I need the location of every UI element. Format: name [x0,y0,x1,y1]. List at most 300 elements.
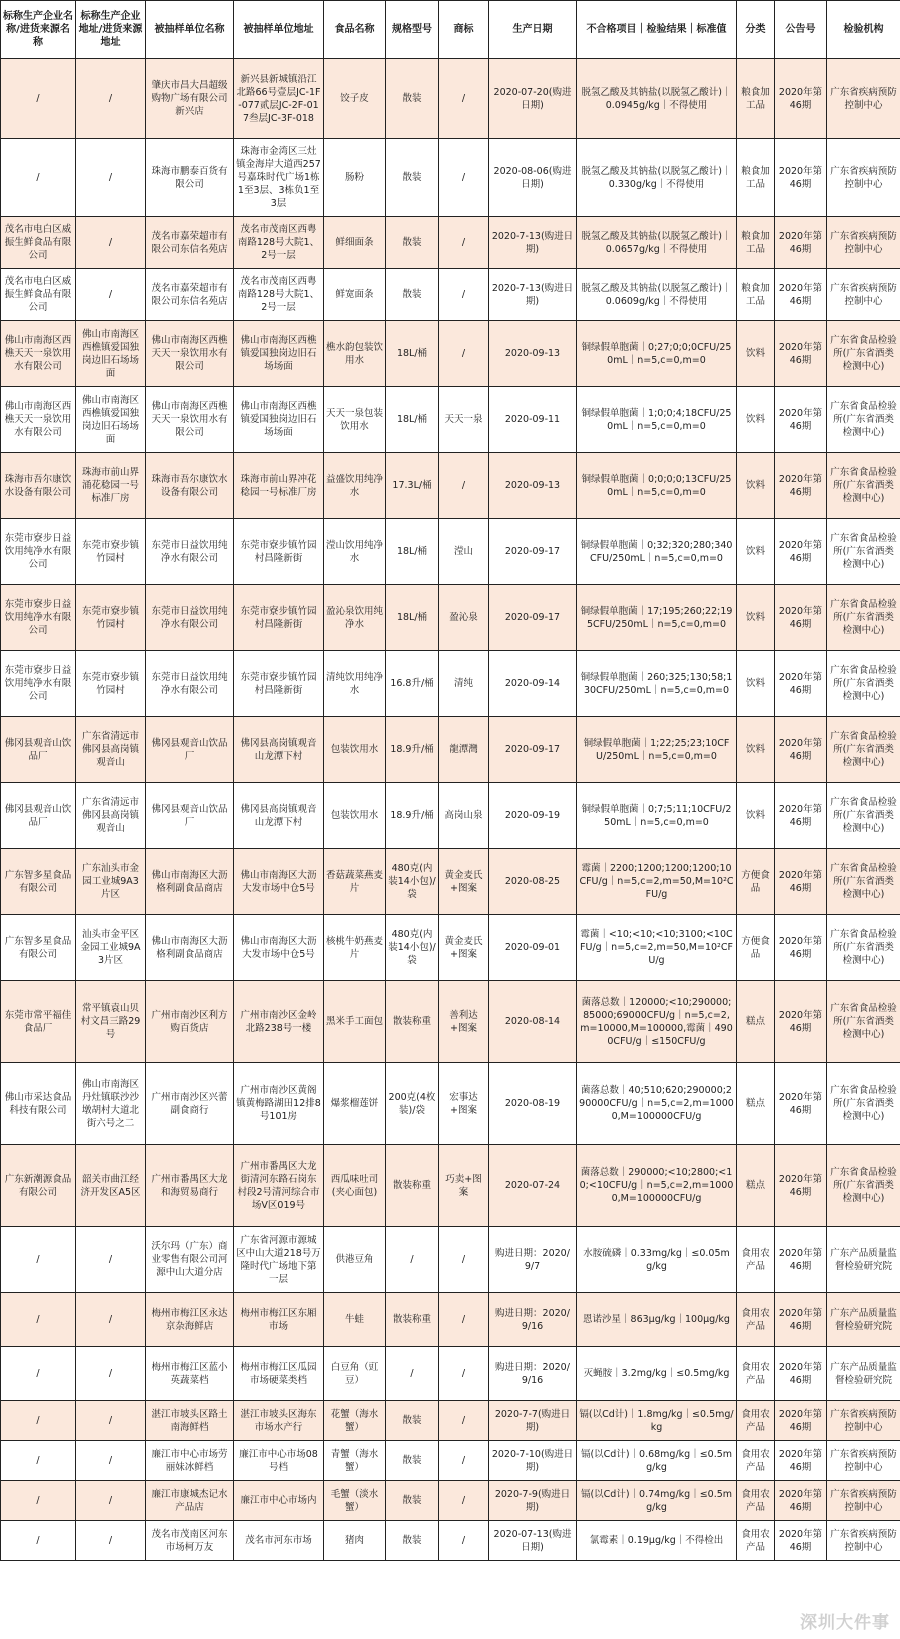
cell-brand: / [439,321,489,387]
cell-date: 2020-09-14 [489,651,577,717]
cell-sampled-unit: 茂名市嘉荣超市有限公司东信名苑店 [146,217,234,269]
cell-failed-item: 脱氢乙酸及其钠盐(以脱氢乙酸计)｜0.0609g/kg｜不得使用 [577,269,737,321]
cell-producer: 广东新潮源食品有限公司 [1,1145,76,1227]
cell-brand: / [439,453,489,519]
cell-producer: 茂名市电白区威振生鲜食品有限公司 [1,269,76,321]
header-announcement: 公告号 [775,1,827,59]
cell-producer: / [1,1293,76,1347]
cell-food-name: 猪肉 [324,1521,386,1561]
cell-institution: 广东省食品检验所(广东省酒类检测中心) [827,1063,900,1145]
cell-producer-address: / [76,1227,146,1293]
cell-sampled-unit: 广州市南沙区兴蕾副食商行 [146,1063,234,1145]
cell-date: 2020-09-13 [489,321,577,387]
cell-brand: / [439,1293,489,1347]
cell-announcement: 2020年第46期 [775,217,827,269]
cell-producer-address: 东莞市寮步镇竹园村 [76,519,146,585]
cell-date: 2020-08-25 [489,849,577,915]
cell-sampled-address: 新兴县新城镇沿江北路66号壹层JC-1F-077贰层JC-2F-017叁层JC-3F-018 [234,59,324,139]
cell-announcement: 2020年第46期 [775,387,827,453]
cell-institution: 广东省食品检验所(广东省酒类检测中心) [827,651,900,717]
cell-spec: 18L/桶 [386,585,439,651]
cell-brand: 天天一泉 [439,387,489,453]
table-row [1,59,900,139]
cell-spec: 480克(内装14小包)/袋 [386,915,439,981]
header-spec: 规格型号 [386,1,439,59]
cell-food-name: 白豆角（豇豆） [324,1347,386,1401]
cell-spec: 18L/桶 [386,519,439,585]
cell-brand: / [439,217,489,269]
cell-spec: 散装 [386,217,439,269]
table-body [1,59,900,1561]
cell-announcement: 2020年第46期 [775,585,827,651]
cell-producer-address: / [76,217,146,269]
header-producer: 标称生产企业名称/进货来源名称 [1,1,76,59]
cell-institution: 广东省疾病预防控制中心 [827,1521,900,1561]
cell-sampled-address: 东莞市寮步镇竹园村昌隆新街 [234,519,324,585]
cell-producer: 东莞市寮步日益饮用纯净水有限公司 [1,519,76,585]
cell-sampled-address: 茂名市河东市场 [234,1521,324,1561]
header-date: 生产日期 [489,1,577,59]
cell-institution: 广东省疾病预防控制中心 [827,1401,900,1441]
cell-food-name: 西瓜味吐司(夹心面包) [324,1145,386,1227]
cell-producer-address: 佛山市南海区西樵镇爱国独岗边旧石场场面 [76,387,146,453]
cell-food-name: 花蟹（海水蟹） [324,1401,386,1441]
cell-category: 食用农产品 [737,1293,775,1347]
cell-sampled-unit: 珠海市鹏泰百货有限公司 [146,139,234,217]
cell-failed-item: 铜绿假单胞菌｜0;27;0;0;0CFU/250mL｜n=5,c=0,m=0 [577,321,737,387]
cell-sampled-unit: 茂名市嘉荣超市有限公司东信名苑店 [146,269,234,321]
cell-brand: 巧卖+图案 [439,1145,489,1227]
cell-food-name: 饺子皮 [324,59,386,139]
cell-announcement: 2020年第46期 [775,453,827,519]
cell-sampled-address: 佛山市南海区大沥大发市场中仓5号 [234,849,324,915]
cell-sampled-unit: 佛山市南海区西樵天天一泉饮用水有限公司 [146,387,234,453]
cell-spec: 散装 [386,269,439,321]
cell-category: 粮食加工品 [737,217,775,269]
header-institution: 检验机构 [827,1,900,59]
cell-announcement: 2020年第46期 [775,849,827,915]
cell-failed-item: 铜绿假单胞菌｜0;32;320;280;340CFU/250mL｜n=5,c=0,m=0 [577,519,737,585]
cell-food-name: 核桃牛奶燕麦片 [324,915,386,981]
table-row [1,453,900,519]
header-producer-address: 标称生产企业地址/进货来源地址 [76,1,146,59]
cell-producer-address: 广东省清远市佛冈县高岗镇观音山 [76,783,146,849]
cell-announcement: 2020年第46期 [775,1227,827,1293]
cell-spec: 18L/桶 [386,387,439,453]
cell-category: 食用农产品 [737,1227,775,1293]
cell-producer: / [1,1441,76,1481]
cell-date: 2020-08-06(购进日期) [489,139,577,217]
cell-category: 饮料 [737,717,775,783]
cell-sampled-address: 茂名市茂南区西粤南路128号大院1、2号一层 [234,217,324,269]
cell-failed-item: 铜绿假单胞菌｜17;195;260;22;195CFU/250mL｜n=5,c=0,m=0 [577,585,737,651]
cell-spec: 18L/桶 [386,321,439,387]
cell-announcement: 2020年第46期 [775,1441,827,1481]
cell-producer-address: 佛山市南海区丹灶镇联沙沙墩胡村大道北街六号之二 [76,1063,146,1145]
cell-category: 糕点 [737,1063,775,1145]
cell-failed-item: 脱氢乙酸及其钠盐(以脱氢乙酸计)｜0.330g/kg｜不得使用 [577,139,737,217]
header-brand: 商标 [439,1,489,59]
cell-announcement: 2020年第46期 [775,1293,827,1347]
cell-producer-address: / [76,139,146,217]
cell-institution: 广东省食品检验所(广东省酒类检测中心) [827,1145,900,1227]
cell-spec: 散装 [386,1521,439,1561]
cell-brand: 高岗山泉 [439,783,489,849]
cell-date: 2020-07-13(购进日期) [489,1521,577,1561]
table-row [1,1347,900,1401]
cell-announcement: 2020年第46期 [775,139,827,217]
cell-spec: 480克(内装14小包)/袋 [386,849,439,915]
cell-failed-item: 氯霉素｜0.19μg/kg｜不得检出 [577,1521,737,1561]
cell-food-name: 包装饮用水 [324,783,386,849]
cell-sampled-address: 佛山市南海区西樵镇爱国独岗边旧石场场面 [234,387,324,453]
cell-food-name: 爆浆榴莲饼 [324,1063,386,1145]
cell-brand: / [439,59,489,139]
cell-sampled-unit: 佛冈县观音山饮品厂 [146,783,234,849]
cell-sampled-address: 广东省河源市源城区中山大道218号万隆时代广场地下第一层 [234,1227,324,1293]
cell-spec: / [386,1347,439,1401]
cell-institution: 广东省疾病预防控制中心 [827,1481,900,1521]
cell-institution: 广东省疾病预防控制中心 [827,269,900,321]
cell-sampled-address: 广州市番禺区大龙街清河东路石岗东村段2号清河综合市场V区019号 [234,1145,324,1227]
table-row [1,387,900,453]
cell-institution: 广东省食品检验所(广东省酒类检测中心) [827,783,900,849]
cell-food-name: 包装饮用水 [324,717,386,783]
cell-institution: 广东省食品检验所(广东省酒类检测中心) [827,453,900,519]
table-row [1,1145,900,1227]
cell-sampled-address: 梅州市梅江区瓜园市场硬菜类档 [234,1347,324,1401]
cell-producer-address: / [76,1481,146,1521]
cell-brand: / [439,139,489,217]
cell-category: 粮食加工品 [737,59,775,139]
cell-producer: 东莞市常平福佳食品厂 [1,981,76,1063]
cell-failed-item: 水胺硫磷｜0.33mg/kg｜≤0.05mg/kg [577,1227,737,1293]
cell-producer-address: 东莞市寮步镇竹园村 [76,651,146,717]
cell-sampled-unit: 肇庆市昌大昌超级购物广场有限公司新兴店 [146,59,234,139]
cell-sampled-unit: 东莞市日益饮用纯净水有限公司 [146,651,234,717]
cell-producer: 佛冈县观音山饮品厂 [1,783,76,849]
cell-sampled-unit: 广州市番禺区大龙和海贸易商行 [146,1145,234,1227]
cell-date: 2020-09-19 [489,783,577,849]
cell-announcement: 2020年第46期 [775,783,827,849]
cell-announcement: 2020年第46期 [775,321,827,387]
cell-institution: 广东省疾病预防控制中心 [827,217,900,269]
cell-failed-item: 镉(以Cd计)｜0.74mg/kg｜≤0.5mg/kg [577,1481,737,1521]
cell-food-name: 毛蟹（淡水蟹） [324,1481,386,1521]
cell-producer-address: 广东汕头市金园工业城9A3片区 [76,849,146,915]
cell-producer-address: / [76,59,146,139]
cell-announcement: 2020年第46期 [775,717,827,783]
cell-category: 食用农产品 [737,1441,775,1481]
table-row [1,585,900,651]
cell-producer-address: 韶关市曲江经济开发区A5区 [76,1145,146,1227]
cell-announcement: 2020年第46期 [775,915,827,981]
cell-producer: 茂名市电白区威振生鲜食品有限公司 [1,217,76,269]
cell-announcement: 2020年第46期 [775,651,827,717]
cell-institution: 广东产品质量监督检验研究院 [827,1227,900,1293]
cell-sampled-unit: 东莞市日益饮用纯净水有限公司 [146,519,234,585]
table-row [1,1521,900,1561]
cell-producer-address: / [76,1521,146,1561]
cell-failed-item: 镉(以Cd计)｜1.8mg/kg｜≤0.5mg/kg [577,1401,737,1441]
cell-failed-item: 脱氢乙酸及其钠盐(以脱氢乙酸计)｜0.0657g/kg｜不得使用 [577,217,737,269]
cell-sampled-address: 佛冈县高岗镇观音山龙潭下村 [234,783,324,849]
cell-producer-address: / [76,1441,146,1481]
cell-institution: 广东省疾病预防控制中心 [827,139,900,217]
cell-brand: 龍潭灣 [439,717,489,783]
cell-institution: 广东产品质量监督检验研究院 [827,1347,900,1401]
table-row [1,321,900,387]
cell-brand: 黄金麦氏+图案 [439,849,489,915]
cell-category: 饮料 [737,519,775,585]
table-row [1,139,900,217]
cell-date: 购进日期：2020/9/16 [489,1293,577,1347]
cell-food-name: 供港豆角 [324,1227,386,1293]
table-header-row [1,1,900,59]
cell-producer: 广东智多星食品有限公司 [1,915,76,981]
cell-food-name: 滢山饮用纯净水 [324,519,386,585]
cell-date: 2020-09-17 [489,585,577,651]
cell-producer-address: / [76,1293,146,1347]
cell-spec: 散装称重 [386,1145,439,1227]
cell-sampled-address: 廉江市中心市场内 [234,1481,324,1521]
cell-sampled-unit: 东莞市日益饮用纯净水有限公司 [146,585,234,651]
cell-producer: / [1,1481,76,1521]
cell-failed-item: 铜绿假单胞菌｜0;0;0;0;13CFU/250mL｜n=5,c=0,m=0 [577,453,737,519]
table-row [1,519,900,585]
cell-food-name: 青蟹（海水蟹） [324,1441,386,1481]
cell-date: 2020-7-13(购进日期) [489,217,577,269]
cell-failed-item: 铜绿假单胞菌｜0;7;5;11;10CFU/250mL｜n=5,c=0,m=0 [577,783,737,849]
cell-failed-item: 霉菌｜2200;1200;1200;1200;10CFU/g｜n=5,c=2,m=50,M=10²CFU/g [577,849,737,915]
cell-sampled-address: 广州市南沙区黄阁镇黄梅路湖田12排8号101房 [234,1063,324,1145]
cell-category: 饮料 [737,783,775,849]
watermark-logo: 深圳大件事 [800,1613,890,1633]
cell-category: 饮料 [737,321,775,387]
cell-spec: 18.9升/桶 [386,783,439,849]
table-row [1,1481,900,1521]
cell-brand: / [439,1401,489,1441]
cell-spec: 18.9升/桶 [386,717,439,783]
cell-food-name: 牛蛙 [324,1293,386,1347]
cell-date: 购进日期：2020/9/7 [489,1227,577,1293]
cell-category: 糕点 [737,981,775,1063]
cell-brand: 盈沁泉 [439,585,489,651]
cell-date: 2020-09-11 [489,387,577,453]
cell-brand: 黄金麦氏+图案 [439,915,489,981]
cell-sampled-address: 佛山市南海区西樵镇爱国独岗边旧石场场面 [234,321,324,387]
table-row [1,1293,900,1347]
cell-category: 饮料 [737,585,775,651]
cell-failed-item: 灭蝇胺｜3.2mg/kg｜≤0.5mg/kg [577,1347,737,1401]
cell-announcement: 2020年第46期 [775,1347,827,1401]
cell-sampled-unit: 佛山市南海区大沥格利副食品商店 [146,915,234,981]
cell-sampled-unit: 佛山市南海区大沥格利副食品商店 [146,849,234,915]
cell-failed-item: 铜绿假单胞菌｜1;22;25;23;10CFU/250mL｜n=5,c=0,m=0 [577,717,737,783]
cell-spec: 16.8升/桶 [386,651,439,717]
cell-food-name: 肠粉 [324,139,386,217]
table-row [1,981,900,1063]
cell-food-name: 盈沁泉饮用纯净水 [324,585,386,651]
cell-sampled-unit: 珠海市吾尔康饮水设备有限公司 [146,453,234,519]
cell-producer: 佛山市南海区西樵天天一泉饮用水有限公司 [1,387,76,453]
cell-producer-address: 东莞市寮步镇竹园村 [76,585,146,651]
cell-failed-item: 铜绿假单胞菌｜260;325;130;58;130CFU/250mL｜n=5,c=0,m=0 [577,651,737,717]
cell-brand: 宏事达+图案 [439,1063,489,1145]
cell-announcement: 2020年第46期 [775,269,827,321]
cell-announcement: 2020年第46期 [775,519,827,585]
cell-brand: 清纯 [439,651,489,717]
cell-sampled-unit: 茂名市茂南区河东市场柯万友 [146,1521,234,1561]
cell-category: 饮料 [737,651,775,717]
table-row [1,783,900,849]
cell-sampled-unit: 廉江市中心市场劳丽妹冰鲜档 [146,1441,234,1481]
cell-announcement: 2020年第46期 [775,1401,827,1441]
table-row [1,1401,900,1441]
cell-producer: / [1,1347,76,1401]
cell-producer-address: / [76,269,146,321]
cell-institution: 广东省食品检验所(广东省酒类检测中心) [827,387,900,453]
cell-category: 粮食加工品 [737,139,775,217]
cell-institution: 广东省疾病预防控制中心 [827,1441,900,1481]
cell-producer: / [1,1401,76,1441]
cell-producer-address: 常平镇袁山贝村文昌三路29号 [76,981,146,1063]
cell-food-name: 清纯饮用纯净水 [324,651,386,717]
cell-food-name: 鲜宽面条 [324,269,386,321]
cell-producer-address: / [76,1347,146,1401]
cell-sampled-address: 佛冈县高岗镇观音山龙潭下村 [234,717,324,783]
cell-producer-address: 佛山市南海区西樵镇爱国独岗边旧石场场面 [76,321,146,387]
cell-category: 食用农产品 [737,1347,775,1401]
cell-sampled-unit: 梅州市梅江区蓝小英蔬菜档 [146,1347,234,1401]
cell-institution: 广东省食品检验所(广东省酒类检测中心) [827,981,900,1063]
cell-producer-address: 广东省清远市佛冈县高岗镇观音山 [76,717,146,783]
cell-failed-item: 霉菌｜<10;<10;<10;3100;<10CFU/g｜n=5,c=2,m=50,M=10²CFU/g [577,915,737,981]
header-food-name: 食品名称 [324,1,386,59]
cell-institution: 广东省食品检验所(广东省酒类检测中心) [827,915,900,981]
table-row [1,1441,900,1481]
cell-announcement: 2020年第46期 [775,1145,827,1227]
cell-brand: / [439,1481,489,1521]
cell-brand: / [439,1441,489,1481]
cell-producer: 东莞市寮步日益饮用纯净水有限公司 [1,585,76,651]
cell-food-name: 樵水韵包装饮用水 [324,321,386,387]
cell-announcement: 2020年第46期 [775,981,827,1063]
cell-date: 2020-7-13(购进日期) [489,269,577,321]
cell-institution: 广东产品质量监督检验研究院 [827,1293,900,1347]
cell-producer: 广东智多星食品有限公司 [1,849,76,915]
cell-producer: / [1,1227,76,1293]
cell-brand: / [439,1227,489,1293]
cell-brand: 滢山 [439,519,489,585]
table-row [1,269,900,321]
cell-failed-item: 菌落总数｜40;510;620;290000;290000CFU/g｜n=5,c=2,m=10000,M=100000CFU/g [577,1063,737,1145]
cell-date: 2020-09-13 [489,453,577,519]
header-failed-item: 不合格项目｜检验结果｜标准值 [577,1,737,59]
cell-producer-address: / [76,1401,146,1441]
table-row [1,1063,900,1145]
table-row [1,915,900,981]
cell-category: 方便食品 [737,849,775,915]
cell-date: 2020-07-20(购进日期) [489,59,577,139]
cell-institution: 广东省食品检验所(广东省酒类检测中心) [827,849,900,915]
cell-announcement: 2020年第46期 [775,59,827,139]
cell-spec: 散装称重 [386,981,439,1063]
cell-sampled-address: 东莞市寮步镇竹园村昌隆新街 [234,585,324,651]
cell-date: 2020-09-17 [489,519,577,585]
cell-institution: 广东省疾病预防控制中心 [827,59,900,139]
cell-sampled-unit: 梅州市梅江区永达京杂海鲜店 [146,1293,234,1347]
cell-date: 2020-08-14 [489,981,577,1063]
cell-spec: 散装 [386,1401,439,1441]
cell-spec: 散装 [386,59,439,139]
cell-producer: / [1,1521,76,1561]
cell-food-name: 天天一泉包装饮用水 [324,387,386,453]
table-row [1,717,900,783]
cell-category: 食用农产品 [737,1481,775,1521]
table-row [1,1227,900,1293]
cell-date: 2020-07-24 [489,1145,577,1227]
cell-institution: 广东省食品检验所(广东省酒类检测中心) [827,717,900,783]
table-row [1,217,900,269]
cell-date: 2020-7-9(购进日期) [489,1481,577,1521]
cell-producer-address: 汕头市金平区金园工业城9A3片区 [76,915,146,981]
cell-brand: 善利达+图案 [439,981,489,1063]
cell-sampled-address: 珠海市金湾区三灶镇金海岸大道西257号嘉珠时代广场1栋1至3层、3栋负1至3层 [234,139,324,217]
cell-category: 食用农产品 [737,1401,775,1441]
cell-category: 糕点 [737,1145,775,1227]
cell-spec: 散装称重 [386,1293,439,1347]
cell-food-name: 益盛饮用纯净水 [324,453,386,519]
cell-food-name: 黑米手工面包 [324,981,386,1063]
cell-sampled-address: 茂名市茂南区西粤南路128号大院1、2号一层 [234,269,324,321]
cell-sampled-unit: 广州市南沙区利方购百货店 [146,981,234,1063]
cell-failed-item: 菌落总数｜290000;<10;2800;<10;<10CFU/g｜n=5,c=2,m=10000,M=100000CFU/g [577,1145,737,1227]
cell-spec: 散装 [386,1481,439,1521]
cell-announcement: 2020年第46期 [775,1063,827,1145]
header-category: 分类 [737,1,775,59]
cell-spec: 散装 [386,1441,439,1481]
cell-failed-item: 恩诺沙星｜863μg/kg｜100μg/kg [577,1293,737,1347]
cell-announcement: 2020年第46期 [775,1481,827,1521]
cell-sampled-unit: 佛冈县观音山饮品厂 [146,717,234,783]
cell-date: 2020-09-01 [489,915,577,981]
cell-date: 2020-09-17 [489,717,577,783]
cell-announcement: 2020年第46期 [775,1521,827,1561]
cell-spec: 17.3L/桶 [386,453,439,519]
cell-sampled-address: 廉江市中心市场08号档 [234,1441,324,1481]
cell-institution: 广东省食品检验所(广东省酒类检测中心) [827,585,900,651]
cell-institution: 广东省食品检验所(广东省酒类检测中心) [827,321,900,387]
cell-producer-address: 珠海市前山界涌花稔园一号标准厂房 [76,453,146,519]
cell-producer: / [1,59,76,139]
cell-failed-item: 镉(以Cd计)｜0.68mg/kg｜≤0.5mg/kg [577,1441,737,1481]
cell-failed-item: 铜绿假单胞菌｜1;0;0;4;18CFU/250mL｜n=5,c=0,m=0 [577,387,737,453]
cell-producer: 佛山市南海区西樵天天一泉饮用水有限公司 [1,321,76,387]
cell-producer: 珠海市吾尔康饮水设备有限公司 [1,453,76,519]
cell-category: 饮料 [737,387,775,453]
cell-sampled-address: 珠海市前山界冲花稔园一号标准厂房 [234,453,324,519]
cell-category: 食用农产品 [737,1521,775,1561]
header-sampled-unit: 被抽样单位名称 [146,1,234,59]
header-sampled-address: 被抽样单位地址 [234,1,324,59]
cell-sampled-unit: 佛山市南海区西樵天天一泉饮用水有限公司 [146,321,234,387]
cell-failed-item: 菌落总数｜120000;<10;290000;85000;69000CFU/g｜n=5,c=2,m=10000,M=100000,霉菌｜4900CFU/g｜≤150CFU/g [577,981,737,1063]
cell-category: 方便食品 [737,915,775,981]
cell-date: 2020-08-19 [489,1063,577,1145]
cell-date: 购进日期：2020/9/16 [489,1347,577,1401]
cell-brand: / [439,269,489,321]
